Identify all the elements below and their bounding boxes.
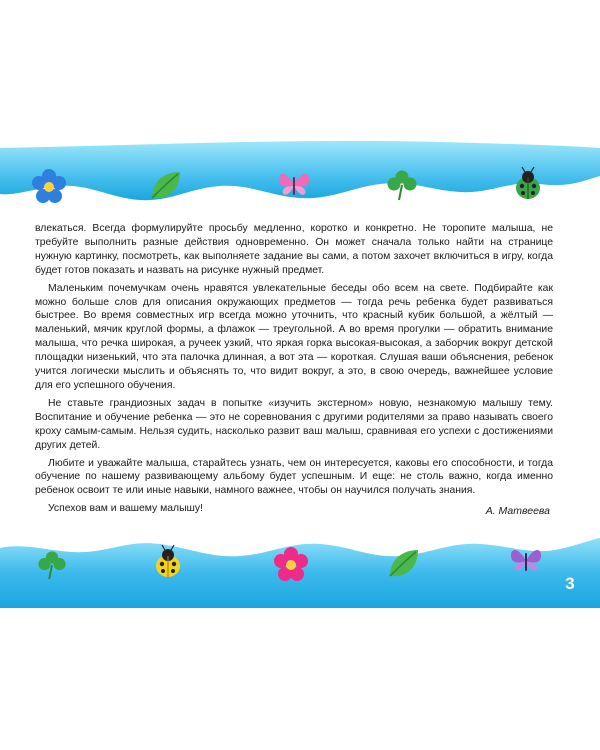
leaf-icon	[386, 546, 422, 582]
clover-icon	[36, 548, 68, 582]
flower-icon	[272, 546, 310, 584]
paragraph: Маленьким почемучкам очень нравятся увлекательные беседы обо всем на свете. Подбирайте как можно больше слов для описания окружающих предметов — тогда речь ребенка будет развиваться быстрее. Во время совместных игр всегда можно уточнить, что красный кубик большой, а жёлтый — маленький, мячик круглой формы, а флажок — треугольной. А во время прогулки — обратить внимание малыша, что речка широкая, а ручеек узкий, что яркая горка высокая-высокая, а заборчик вокруг детской площадки низенький, что эта палочка длинная, а вот эта — короткая. Слушая ваши объяснения, ребенок учится логически мыслить и объяснять то, что видит вокруг, а это, в свою очередь, важнейшее условие для его успешного обучения.	[35, 282, 553, 391]
ladybug-icon	[150, 544, 186, 580]
butterfly-icon	[508, 544, 544, 578]
author-signature: А. Матвеева	[485, 505, 550, 517]
body-text	[35, 222, 553, 520]
page-number: 3	[565, 574, 575, 593]
closing-line: Успехов вам и вашему малышу!	[48, 503, 203, 515]
flower-icon	[30, 168, 68, 206]
ladybug-icon	[510, 166, 546, 202]
paragraph: влекаться. Всегда формулируйте просьбу медленно, коротко и конкретно. Не торопите малыша, не требуйте выполнить разные действия одновременно. Он может сначала только найти на странице нужную картинку, посмотреть, как выполняете задание вы сами, а потом захочет включиться в игру, когда будет готов показать и назвать на рисунке нужный предмет.	[35, 223, 553, 276]
clover-icon	[385, 168, 419, 202]
butterfly-icon	[276, 168, 312, 202]
paragraph: Не ставьте грандиозных задач в попытке «изучить экстерном» новую, незнакомую малышу тему. Воспитание и обучение ребенка — это не соревнования с другими родителями за право называть своего кроху самым-самым. Нельзя судить, насколько развит ваш малыш, сравнивая его успехи с достижениями других детей.	[35, 397, 553, 451]
leaf-icon	[148, 168, 184, 204]
paragraph: Любите и уважайте малыша, старайтесь узнать, чем он интересуется, каковы его способности, и тогда обучение по нашему развивающему альбому будет успешным. И еще: не столь важно, когда именно ребенок освоит те или иные навыки, намного важнее, чтобы он научился получать знания.	[35, 457, 553, 497]
